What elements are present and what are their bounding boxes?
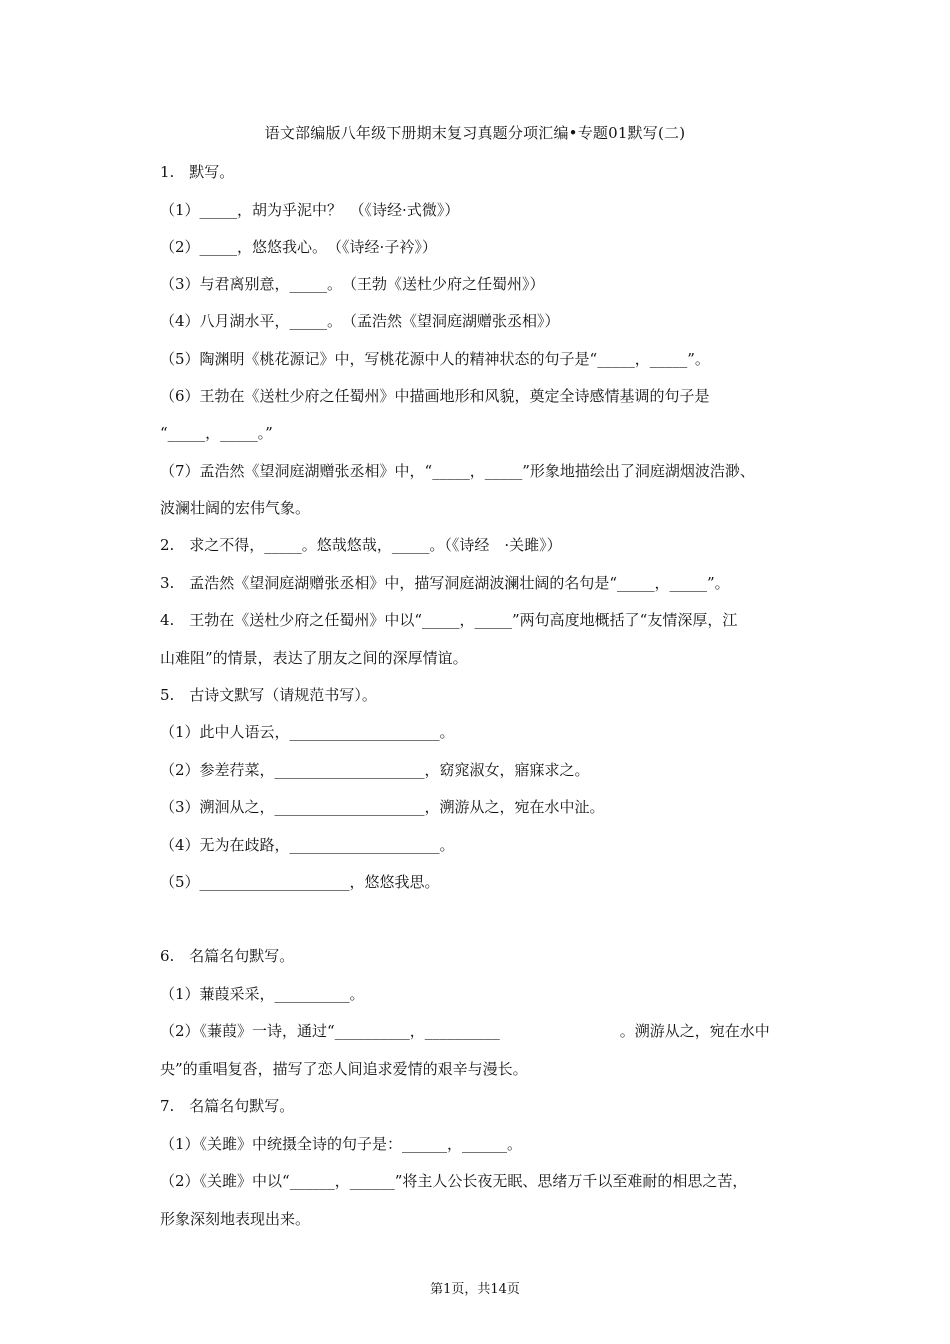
question-line: 央”的重唱复沓，描写了恋人间追求爱情的艰辛与漫长。 xyxy=(160,1060,528,1078)
question-line: 1. 默写。 xyxy=(160,163,235,181)
question-line: 6. 名篇名句默写。 xyxy=(160,947,295,965)
question-line: 山难阻”的情景，表达了朋友之间的深厚情谊。 xyxy=(160,649,468,667)
question-line: （6）王勃在《送杜少府之任蜀州》中描画地形和风貌，奠定全诗感情基调的句子是 xyxy=(160,387,710,405)
question-line: （2）《蒹葭》一诗，通过“__________，__________ 。溯游从之，宛在水中 xyxy=(160,1022,770,1040)
question-line: （1）蒹葭采采，__________。 xyxy=(160,985,365,1003)
question-line: 3. 孟浩然《望洞庭湖赠张丞相》中，描写洞庭湖波澜壮阔的名句是“_____，_____”。 xyxy=(160,574,730,592)
question-line: （5）____________________，悠悠我思。 xyxy=(160,873,440,891)
question-line: 7. 名篇名句默写。 xyxy=(160,1097,295,1115)
page-title: 语文部编版八年级下册期末复习真题分项汇编•专题01默写(二) xyxy=(264,124,686,142)
question-line: “_____，_____。” xyxy=(160,424,273,442)
question-line: （2）参差荇菜，____________________，窈窕淑女，寤寐求之。 xyxy=(160,761,590,779)
question-line: （5）陶渊明《桃花源记》中，写桃花源中人的精神状态的句子是“_____，_____”。 xyxy=(160,350,710,368)
question-line: （4）无为在歧路，____________________。 xyxy=(160,836,455,854)
question-line: 形象深刻地表现出来。 xyxy=(160,1210,311,1228)
question-line: （2）_____，悠悠我心。 （《诗经·子衿》） xyxy=(160,238,437,256)
question-line: 2. 求之不得，_____。悠哉悠哉，_____。（《诗经 ·关雎》） xyxy=(160,536,562,554)
question-line: （1）此中人语云，____________________。 xyxy=(160,723,455,741)
page-footer: 第1页，共14页 xyxy=(430,1282,520,1297)
question-line: 4. 王勃在《送杜少府之任蜀州》中以“_____，_____”两句高度地概括了“友情深厚，江 xyxy=(160,611,738,629)
question-line: （2）《关雎》中以“______，______”将主人公长夜无眠、思绪万千以至难耐的相思之苦， xyxy=(160,1172,748,1190)
question-line: （4）八月湖水平，_____。 （孟浩然《望洞庭湖赠张丞相》） xyxy=(160,312,560,330)
question-line: （1）_____，胡为乎泥中？ （《诗经·式微》） xyxy=(160,201,460,219)
question-line: （1）《关雎》中统摄全诗的句子是：______，______。 xyxy=(160,1135,523,1153)
question-line: （7）孟浩然《望洞庭湖赠张丞相》中，“_____，_____”形象地描绘出了洞庭湖烟波浩渺、 xyxy=(160,462,755,480)
question-line: （3）与君离别意，_____。 （王勃《送杜少府之任蜀州》） xyxy=(160,275,545,293)
question-line: （3）溯洄从之，____________________，溯游从之，宛在水中沚。 xyxy=(160,798,605,816)
question-line: 波澜壮阔的宏伟气象。 xyxy=(160,499,311,517)
question-line: 5. 古诗文默写（请规范书写）。 xyxy=(160,686,377,704)
